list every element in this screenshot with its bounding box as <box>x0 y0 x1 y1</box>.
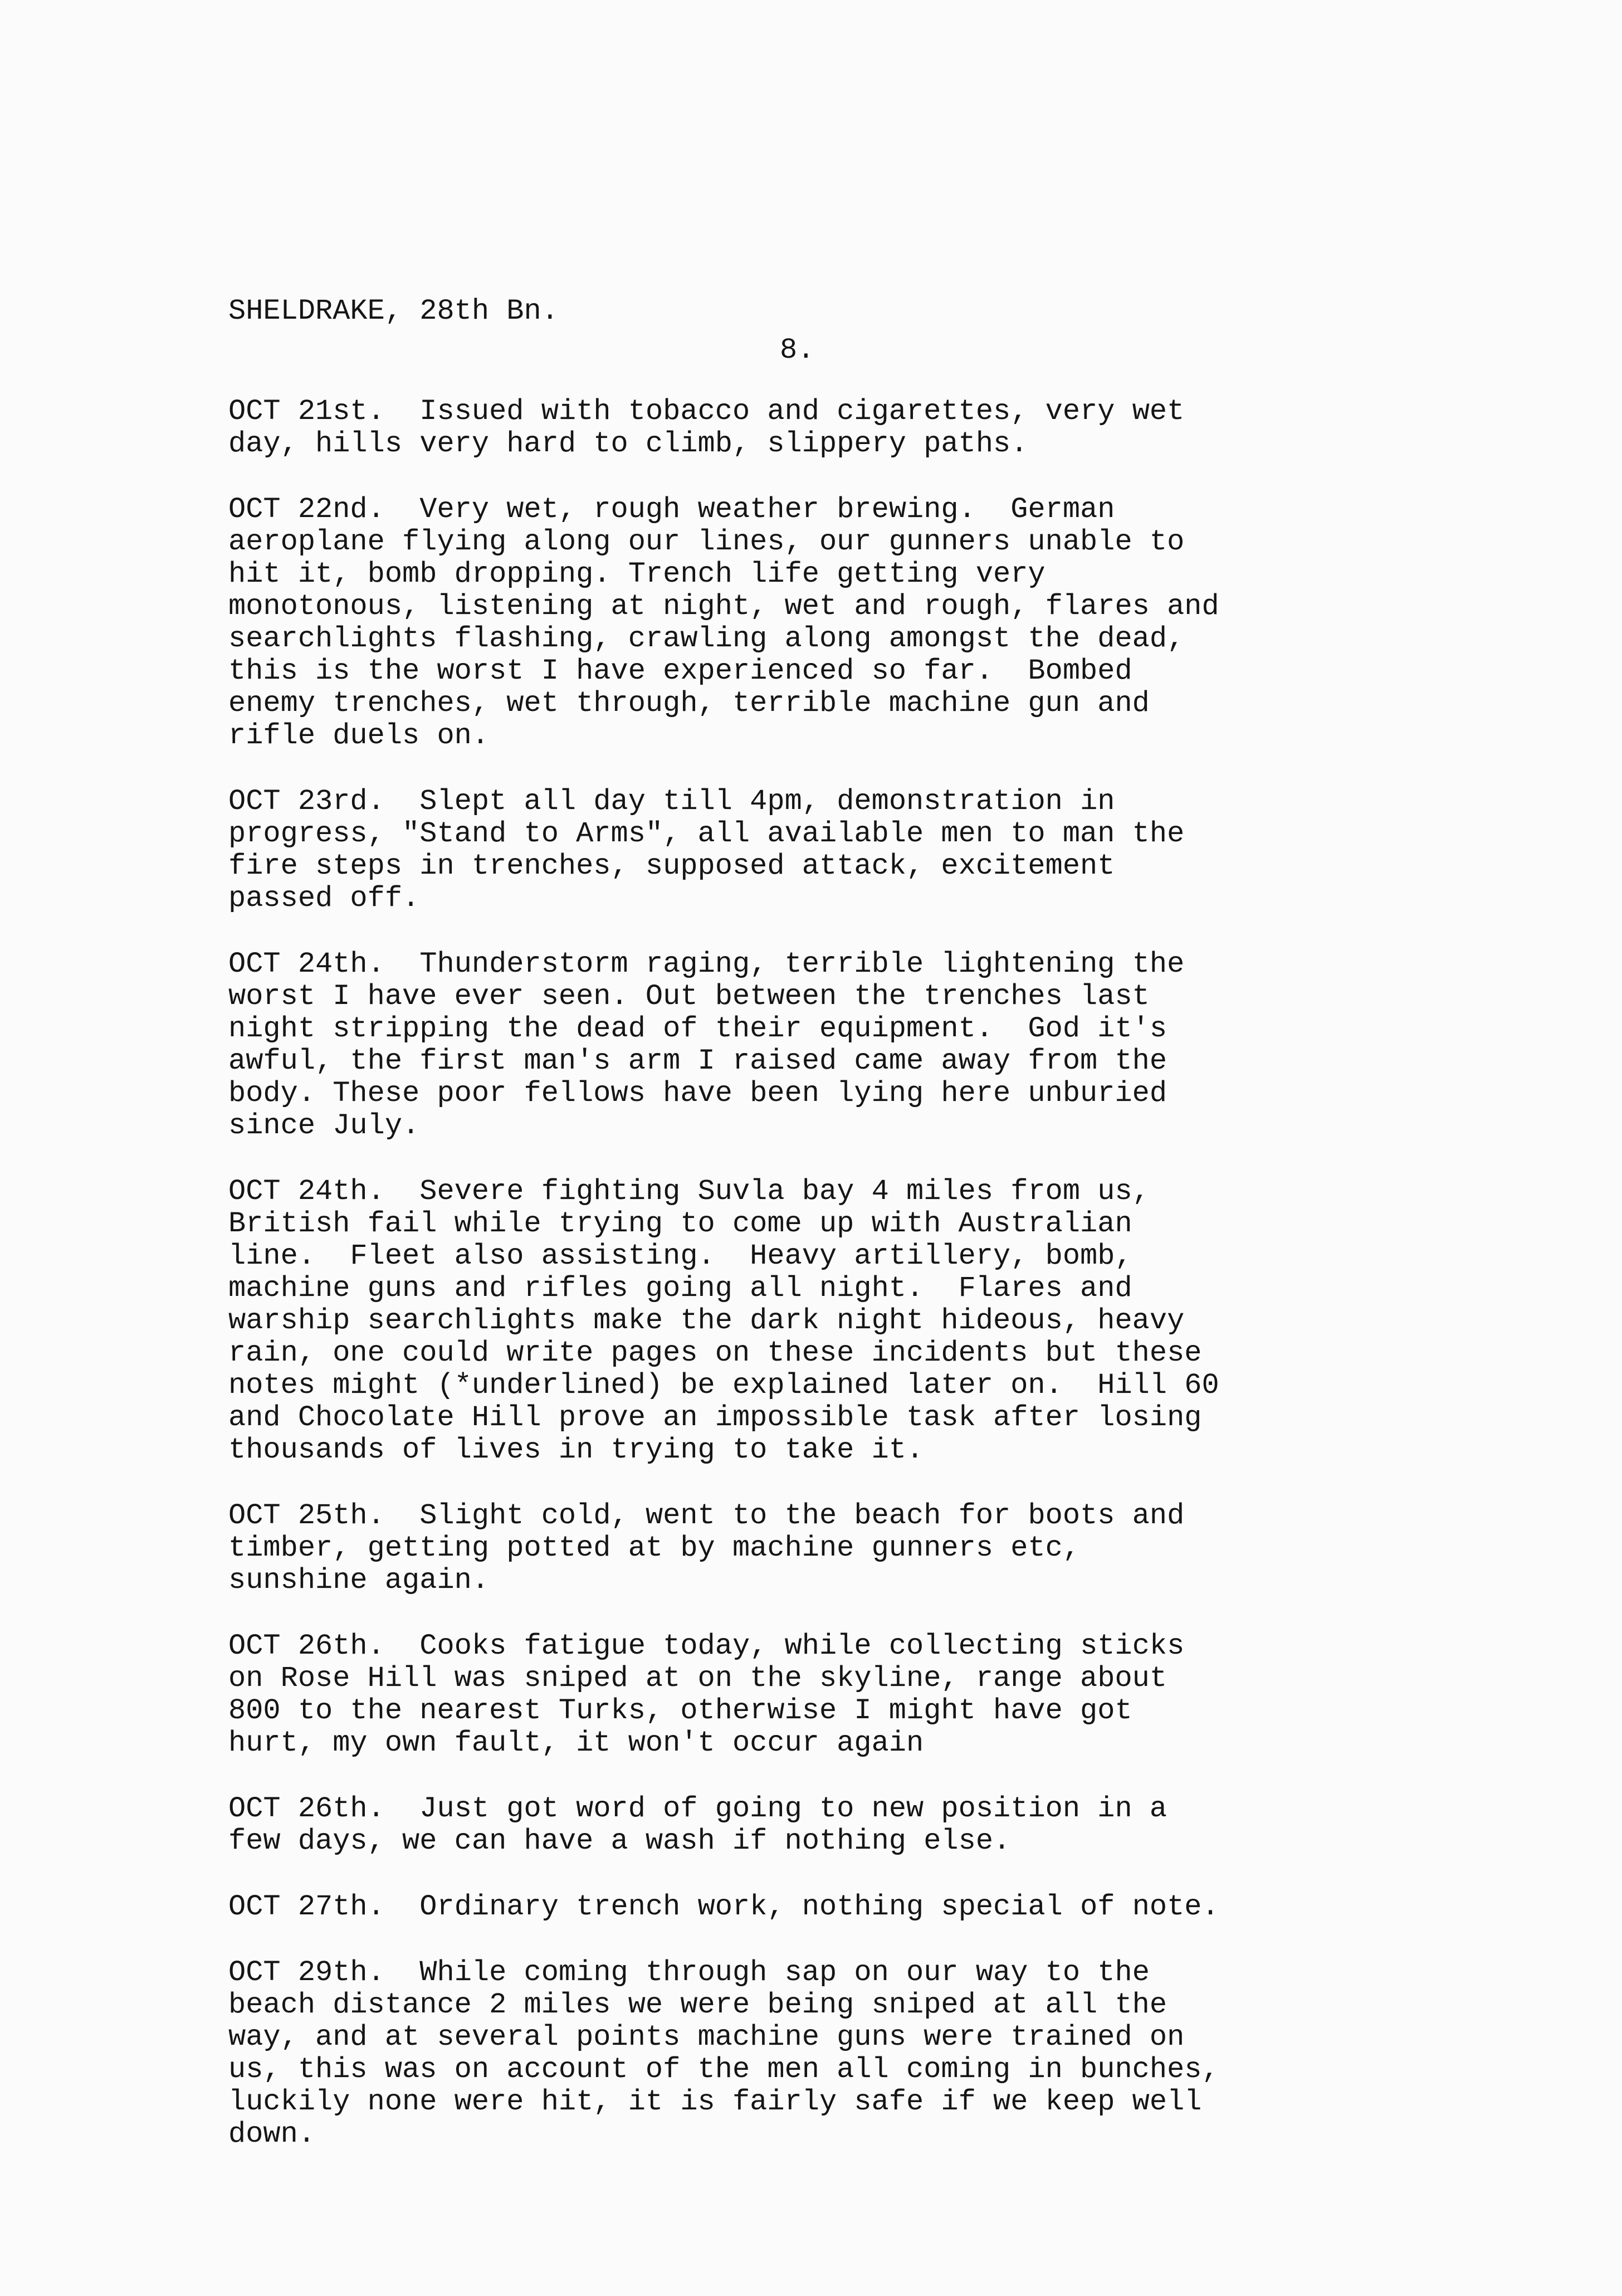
diary-entry <box>228 396 1387 460</box>
entry-date: OCT 29th. <box>228 1956 385 1989</box>
entry-date: OCT 26th. <box>228 1630 385 1663</box>
entry-text: Severe fighting Suvla bay 4 miles from us, British fail while trying to come up with Australian line. Fleet also assisting. Heavy artillery, bomb, machine guns and rifles going all night. Flares and warship searchlights make the dark night hideous, heavy rain, one could write pages on these incidents but these notes might (*underlined) be explained later on. Hill 60 and Chocolate Hill prove an impossible task after losing thousands of lives in trying to take it. <box>228 1175 1219 1466</box>
page-number: 8. <box>780 334 815 367</box>
entry-text: While coming through sap on our way to the beach distance 2 miles we were being sniped at all the way, and at several points machine guns were trained on us, this was on account of the men all coming in bunches, luckily none were hit, it is fairly safe if we keep well down. <box>228 1956 1219 2151</box>
entry-text: Thunderstorm raging, terrible lightening the worst I have ever seen. Out between the trenches last night stripping the dead of their equipment. God it's awful, the first man's arm I raised came away from the body. These poor fellows have been lying here unburied since July. <box>228 948 1185 1142</box>
entry-text: Issued with tobacco and cigarettes, very wet day, hills very hard to climb, slippery paths. <box>228 395 1185 460</box>
entry-date: OCT 22nd. <box>228 493 385 526</box>
entry-date: OCT 21st. <box>228 395 385 428</box>
entry-date: OCT 27th. <box>228 1890 385 1923</box>
diary-entry <box>228 1891 1387 1923</box>
entry-text: Very wet, rough weather brewing. German aeroplane flying along our lines, our gunners unable to hit it, bomb dropping. Trench life getting very monotonous, listening at night, wet and rough, flares and searchlights flashing, crawling along amongst the dead, this is the worst I have experienced so far. Bombed enemy trenches, wet through, terrible machine gun and rifle duels on. <box>228 493 1219 752</box>
entry-date: OCT 24th. <box>228 948 385 981</box>
entry-date: OCT 25th. <box>228 1499 385 1532</box>
document-header: SHELDRAKE, 28th Bn. <box>228 295 559 328</box>
entry-text: Slight cold, went to the beach for boots and timber, getting potted at by machine gunners etc, sunshine again. <box>228 1499 1185 1597</box>
entry-text: Just got word of going to new position in a few days, we can have a wash if nothing else. <box>228 1792 1167 1858</box>
diary-entry <box>228 1793 1387 1858</box>
diary-entry <box>228 948 1387 1142</box>
entry-text: Cooks fatigue today, while collecting sticks on Rose Hill was sniped at on the skyline, range about 800 to the nearest Turks, otherwise I might have got hurt, my own fault, it won't occur again <box>228 1630 1185 1759</box>
entry-date: OCT 23rd. <box>228 785 385 818</box>
diary-entries <box>228 396 1387 2184</box>
diary-entry <box>228 1176 1387 1466</box>
diary-entry <box>228 494 1387 752</box>
diary-entry <box>228 786 1387 915</box>
entry-text: Ordinary trench work, nothing special of note. <box>419 1890 1219 1923</box>
diary-entry <box>228 1957 1387 2151</box>
entry-text: Slept all day till 4pm, demonstration in progress, "Stand to Arms", all available men to man the fire steps in trenches, supposed attack, excitement passed off. <box>228 785 1185 915</box>
entry-date: OCT 26th. <box>228 1792 385 1825</box>
entry-date: OCT 24th. <box>228 1175 385 1208</box>
diary-entry <box>228 1630 1387 1759</box>
diary-entry <box>228 1500 1387 1597</box>
